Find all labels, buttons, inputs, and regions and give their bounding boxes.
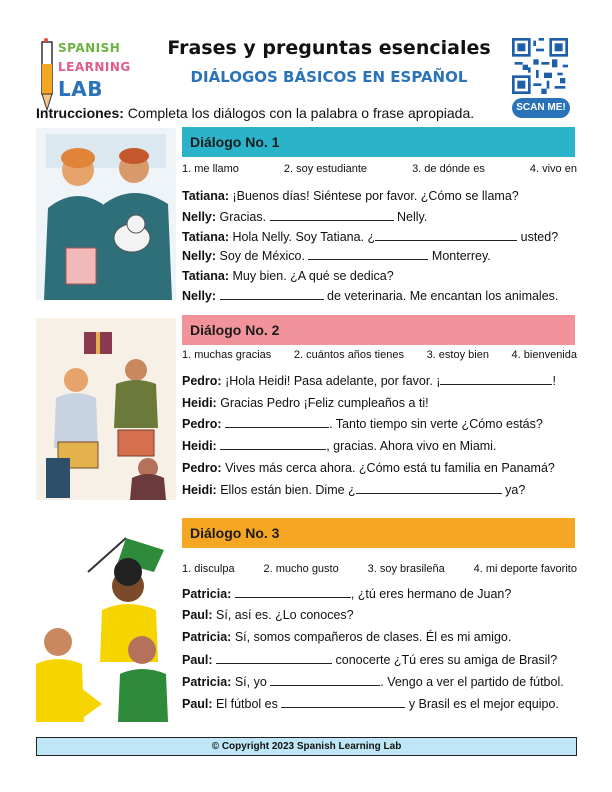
answer-blank[interactable]	[270, 210, 394, 221]
line-text: usted?	[517, 230, 559, 244]
dialog2-option-4: 4. bienvenida	[511, 349, 577, 361]
line-text: ¡Buenos días! Siéntese por favor. ¿Cómo se llama?	[229, 189, 519, 203]
dialog3-option-4: 4. mi deporte favorito	[473, 563, 577, 575]
answer-blank[interactable]	[281, 697, 405, 708]
dialog1-option-2: 2. soy estudiante	[283, 163, 368, 175]
speaker: Patricia:	[182, 675, 232, 689]
dialog1-line	[182, 230, 582, 244]
speaker: Heidi:	[182, 396, 217, 410]
dialog2-options	[182, 349, 577, 361]
speaker: Tatiana:	[182, 269, 229, 283]
speaker: Pedro:	[182, 461, 222, 475]
dialog3-options	[182, 563, 577, 575]
dialog2-header	[182, 315, 575, 345]
line-text: ¡Hola Heidi! Pasa adelante, por favor. ¡	[221, 374, 441, 388]
answer-blank[interactable]	[308, 249, 428, 260]
dialog3-line	[182, 653, 582, 667]
answer-blank[interactable]	[235, 587, 351, 598]
instructions-text: Completa los diálogos con la palabra o frase apropiada.	[123, 105, 475, 121]
dialog2-option-3: 3. estoy bien	[426, 349, 489, 361]
instructions-label: Intrucciones:	[36, 105, 124, 121]
birthday-party-illustration	[36, 318, 176, 500]
line-text: Monterrey.	[428, 249, 491, 263]
speaker: Patricia:	[182, 630, 232, 644]
dialog2-line	[182, 374, 582, 388]
dialog2-line	[182, 396, 582, 410]
answer-blank[interactable]	[356, 483, 502, 494]
speaker: Patricia:	[182, 587, 232, 601]
line-text: ya?	[501, 483, 526, 497]
answer-blank[interactable]	[216, 653, 332, 664]
speaker: Nelly:	[182, 289, 217, 303]
line-text: conocerte ¿Tú eres su amiga de Brasil?	[332, 653, 558, 667]
dialog1-option-3: 3. de dónde es	[412, 163, 485, 175]
dialog3-line	[182, 608, 582, 622]
copyright-footer: © Copyright 2023 Spanish Learning Lab	[36, 737, 577, 756]
speaker: Paul:	[182, 608, 213, 622]
line-text: Sí, yo	[231, 675, 271, 689]
dialog1-line	[182, 269, 582, 283]
line-text: . Vengo a ver el partido de fútbol.	[380, 675, 564, 689]
dialog2-option-1: 1. muchas gracias	[182, 349, 272, 361]
line-text: Sí, somos compañeros de clases. Él es mi amigo.	[231, 630, 512, 644]
speaker: Tatiana:	[182, 189, 229, 203]
dialog3-option-3: 3. soy brasileña	[367, 563, 445, 575]
line-text: . Tanto tiempo sin verte ¿Cómo estás?	[329, 417, 543, 431]
speaker: Heidi:	[182, 439, 217, 453]
speaker: Paul:	[182, 653, 213, 667]
dialog3-option-1: 1. disculpa	[182, 563, 235, 575]
line-text: Soy de México.	[216, 249, 309, 263]
dialog1-option-4: 4. vivo en	[529, 163, 577, 175]
dialog3-line	[182, 630, 582, 644]
dialog2-line	[182, 439, 582, 453]
answer-blank[interactable]	[220, 289, 324, 300]
veterinarians-illustration	[36, 128, 176, 300]
line-text: de veterinaria. Me encantan los animales.	[323, 289, 559, 303]
dialog2-title: Diálogo No. 2	[190, 322, 280, 338]
speaker: Nelly:	[182, 249, 217, 263]
answer-blank[interactable]	[375, 230, 517, 241]
instructions	[36, 105, 474, 121]
speaker: Tatiana:	[182, 230, 229, 244]
dialog1-line	[182, 289, 582, 303]
soccer-fans-illustration	[36, 532, 176, 722]
logo-line2: LEARNING	[58, 60, 131, 74]
dialog3-line	[182, 587, 582, 601]
qr-code[interactable]	[512, 38, 568, 94]
dialog1-line	[182, 210, 582, 224]
line-text: y Brasil es el mejor equipo.	[405, 697, 559, 711]
logo-line3: LAB	[58, 77, 103, 101]
dialog2-line	[182, 461, 582, 475]
speaker: Nelly:	[182, 210, 217, 224]
answer-blank[interactable]	[270, 675, 380, 686]
line-text: Gracias.	[216, 210, 270, 224]
answer-blank[interactable]	[440, 374, 552, 385]
dialog1-title: Diálogo No. 1	[190, 134, 280, 150]
page-subtitle: DIÁLOGOS BÁSICOS EN ESPAÑOL	[190, 68, 468, 86]
line-text: Ellos están bien. Dime ¿	[216, 483, 356, 497]
line-text: , gracias. Ahora vivo en Miami.	[326, 439, 497, 453]
line-text: Sí, así es. ¿Lo conoces?	[212, 608, 354, 622]
line-text: El fútbol es	[212, 697, 282, 711]
page-title: Frases y preguntas esenciales	[167, 37, 491, 59]
line-text: Nelly.	[393, 210, 428, 224]
dialog1-line	[182, 189, 582, 203]
test-tube-pencil-icon	[36, 38, 58, 113]
dialog3-header	[182, 518, 575, 548]
dialog2-line	[182, 483, 582, 497]
line-text: , ¿tú eres hermano de Juan?	[350, 587, 512, 601]
dialog3-line	[182, 675, 582, 689]
speaker: Pedro:	[182, 417, 222, 431]
dialog1-option-1: 1. me llamo	[182, 163, 239, 175]
logo-line1: SPANISH	[58, 41, 121, 55]
answer-blank[interactable]	[220, 439, 326, 450]
line-text: Muy bien. ¿A qué se dedica?	[229, 269, 394, 283]
speaker: Pedro:	[182, 374, 222, 388]
line-text: Hola Nelly. Soy Tatiana. ¿	[229, 230, 376, 244]
dialog1-header	[182, 127, 575, 157]
answer-blank[interactable]	[225, 417, 329, 428]
dialog3-title: Diálogo No. 3	[190, 525, 280, 541]
speaker: Heidi:	[182, 483, 217, 497]
dialog1-line	[182, 249, 582, 263]
scan-me-badge: SCAN ME!	[512, 98, 570, 118]
speaker: Paul:	[182, 697, 213, 711]
line-text: Gracias Pedro ¡Feliz cumpleaños a ti!	[216, 396, 429, 410]
dialog3-option-2: 2. mucho gusto	[263, 563, 339, 575]
line-text: !	[552, 374, 556, 388]
line-text: Vives más cerca ahora. ¿Cómo está tu familia en Panamá?	[221, 461, 555, 475]
dialog3-line	[182, 697, 582, 711]
dialog1-options	[182, 163, 577, 175]
dialog2-option-2: 2. cuántos años tienes	[293, 349, 404, 361]
dialog2-line	[182, 417, 582, 431]
spanish-learning-lab-logo	[36, 38, 156, 113]
